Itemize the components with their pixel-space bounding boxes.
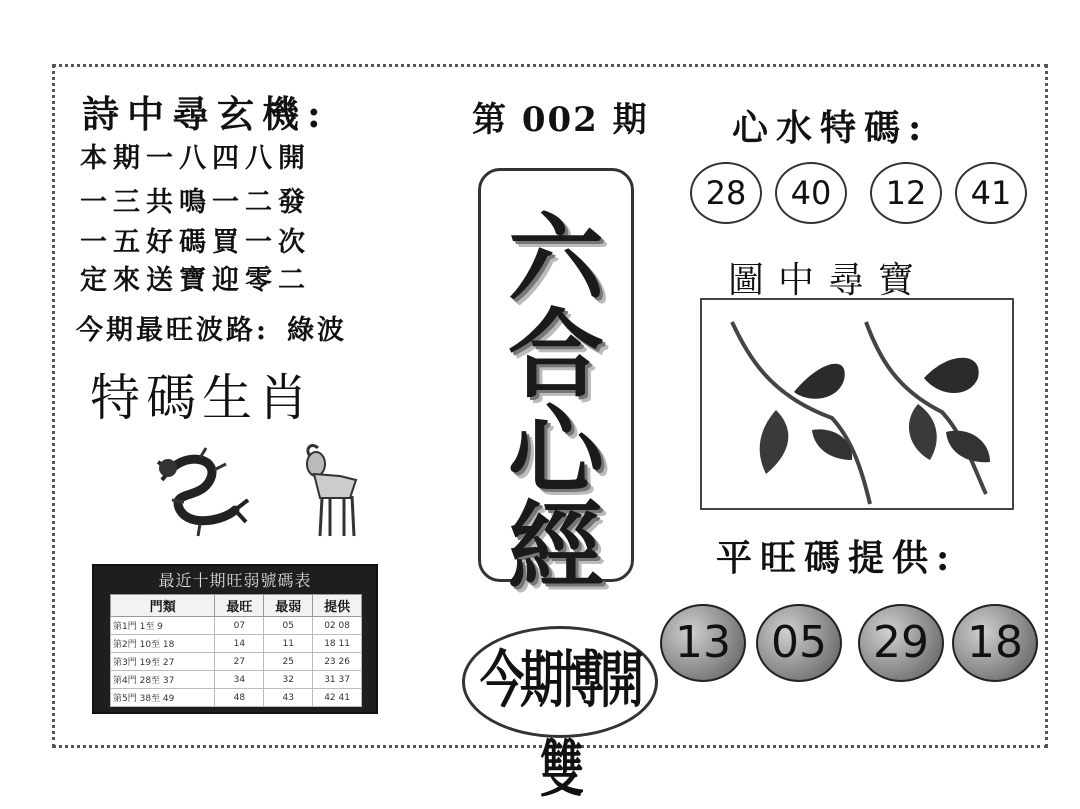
picture-frame <box>700 298 1014 510</box>
banner-char: 經 <box>508 490 604 603</box>
banner-char: 心 <box>508 394 604 507</box>
number-ball: 18 <box>952 604 1038 682</box>
number-ball: 13 <box>660 604 746 682</box>
table-cell: 31 37 <box>313 671 362 689</box>
table-row <box>111 689 362 707</box>
stats-table-panel <box>92 564 378 714</box>
picture-title: 圖中尋寶 <box>728 260 929 301</box>
table-cell: 23 26 <box>313 653 362 671</box>
stats-table-caption: 最近十期旺弱號碼表 <box>158 571 312 590</box>
banner-char: 六 <box>508 202 604 315</box>
poem-line: 定來送寶迎零二 <box>80 265 311 296</box>
number-ball: 40 <box>775 162 847 224</box>
wave-label: 今期最旺波路: <box>76 315 269 346</box>
poem-line: 一五好碼買一次 <box>80 227 311 258</box>
poem-line: 一三共鳴一二發 <box>80 187 311 218</box>
table-cell: 32 <box>264 671 313 689</box>
table-cell: 11 <box>264 635 313 653</box>
table-cell: 02 08 <box>313 617 362 635</box>
table-cell: 48 <box>215 689 264 707</box>
poem-line: 本期一八四八開 <box>80 143 311 174</box>
double-oval-text: 今期博開雙 <box>480 644 640 806</box>
table-cell: 43 <box>264 689 313 707</box>
table-cell: 34 <box>215 671 264 689</box>
number-ball: 29 <box>858 604 944 682</box>
table-cell: 14 <box>215 635 264 653</box>
number-ball: 12 <box>870 162 942 224</box>
poem-title: 詩中尋玄機: <box>82 92 329 136</box>
issue-number: 第 002 期 <box>472 100 649 140</box>
table-cell: 第3門 19至 27 <box>111 653 215 671</box>
wave-value: 綠波 <box>286 315 347 346</box>
goat-icon <box>300 440 364 540</box>
table-cell: 18 11 <box>313 635 362 653</box>
table-row <box>111 671 362 689</box>
table-cell: 第5門 38至 49 <box>111 689 215 707</box>
table-row <box>111 617 362 635</box>
table-header-row <box>111 595 362 617</box>
table-cell: 42 41 <box>313 689 362 707</box>
wave-line <box>76 308 347 347</box>
heart-numbers-title: 心水特碼: <box>732 107 930 149</box>
table-cell: 25 <box>264 653 313 671</box>
table-cell: 07 <box>215 617 264 635</box>
table-header: 最旺 <box>215 595 264 617</box>
zodiac-title: 特碼生肖 <box>90 369 314 427</box>
number-ball: 41 <box>955 162 1027 224</box>
table-row <box>111 653 362 671</box>
table-cell: 27 <box>215 653 264 671</box>
double-oval <box>462 626 658 806</box>
stats-table <box>110 594 362 707</box>
leaf-branch-icon <box>702 300 1012 508</box>
table-cell: 05 <box>264 617 313 635</box>
number-ball: 05 <box>756 604 842 682</box>
banner-char: 合 <box>508 298 604 411</box>
title-banner <box>478 168 634 603</box>
table-cell: 第4門 28至 37 <box>111 671 215 689</box>
table-cell: 第2門 10至 18 <box>111 635 215 653</box>
table-cell: 第1門 1至 9 <box>111 617 215 635</box>
table-row <box>111 635 362 653</box>
dragon-icon <box>140 440 258 540</box>
provider-title: 平旺碼提供: <box>716 537 958 579</box>
table-header: 提供 <box>313 595 362 617</box>
table-header: 最弱 <box>264 595 313 617</box>
number-ball: 28 <box>690 162 762 224</box>
table-header: 門類 <box>111 595 215 617</box>
